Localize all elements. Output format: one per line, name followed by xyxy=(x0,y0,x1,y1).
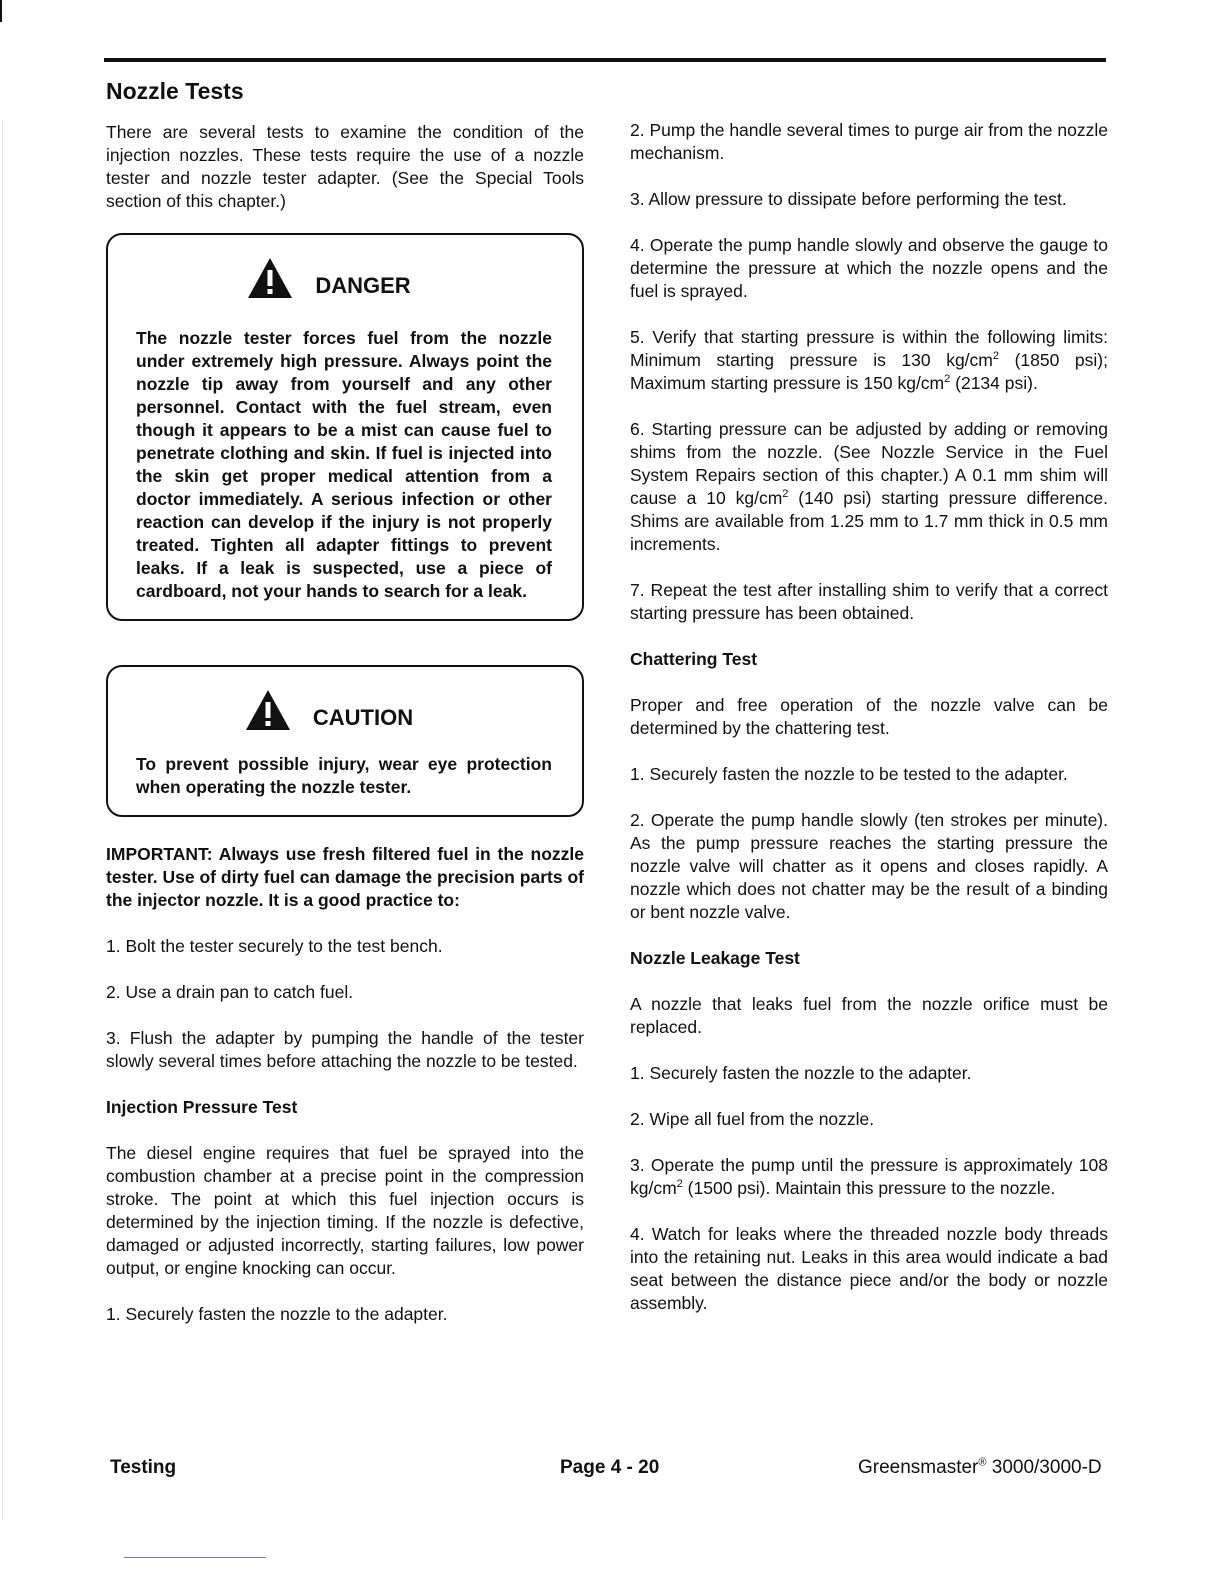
step-text: (140 psi) starting pressure difference. Shims are available from 1.25 mm to 1.7 mm thick in 0.5 mm increments. xyxy=(630,488,1108,554)
header-rule xyxy=(104,58,1106,62)
practice-step: 3. Flush the adapter by pumping the handle of the tester slowly several times before attaching the nozzle to be tested. xyxy=(106,1028,584,1071)
footer-section: Testing xyxy=(110,1457,177,1478)
footer-page-number: Page 4 - 20 xyxy=(560,1457,660,1478)
injection-step: 4. Operate the pump handle slowly and observe the gauge to determine the pressure at which the nozzle opens and the fuel is sprayed. xyxy=(630,235,1108,301)
step-text: (1850 psi); Maximum starting pressure is 150 kg/cm xyxy=(630,350,1108,393)
registered-mark: ® xyxy=(978,1456,987,1469)
practice-step: 2. Use a drain pan to catch fuel. xyxy=(106,982,354,1002)
superscript: 2 xyxy=(676,1178,683,1191)
danger-text: The nozzle tester forces fuel from the nozzle under extremely high pressure. Always point the nozzle tip away from yourself and any other personnel. Contact with the fuel stream, even though it appears to be a mist can cause fuel to penetrate clothing and skin. If fuel is injected into the skin get proper medical attention from a doctor immediately. A serious infection or other reaction can develop if the injury is not properly treated. Tighten all adapter fittings to prevent leaks. If a leak is suspected, use a piece of cardboard, not your hands to search for a leak. xyxy=(136,328,552,601)
step-text: 3. Operate the pump until the pressure is approximately 108 kg/cm xyxy=(630,1155,1108,1198)
superscript: 2 xyxy=(992,350,999,363)
practice-step: 1. Bolt the tester securely to the test bench. xyxy=(106,936,443,956)
leakage-step: 1. Securely fasten the nozzle to the adapter. xyxy=(630,1063,972,1083)
intro-paragraph: There are several tests to examine the condition of the injection nozzles. These tests require the use of a nozzle tester and nozzle tester adapter. (See the Special Tools section of this chapter.) xyxy=(106,122,584,211)
leakage-heading: Nozzle Leakage Test xyxy=(630,948,800,968)
caution-text: To prevent possible injury, wear eye protection when operating the nozzle tester. xyxy=(136,754,552,797)
leakage-step: 4. Watch for leaks where the threaded nozzle body threads into the retaining nut. Leaks in this area would indicate a bad seat between the distance piece and/or the body or nozzle assembly. xyxy=(630,1224,1108,1313)
superscript: 2 xyxy=(944,373,951,386)
leakage-step: 2. Wipe all fuel from the nozzle. xyxy=(630,1109,875,1129)
chattering-step: 1. Securely fasten the nozzle to be tested to the adapter. xyxy=(630,764,1068,784)
warning-triangle-icon xyxy=(247,257,293,299)
chattering-heading: Chattering Test xyxy=(630,649,758,669)
warning-triangle-icon xyxy=(245,689,291,731)
scan-edge-line xyxy=(2,120,3,1520)
chattering-step: 2. Operate the pump handle slowly (ten strokes per minute). As the pump pressure reaches the starting pressure the nozzle valve will chatter as it opens and closes rapidly. A nozzle which does not chatter may be the result of a binding or bent nozzle valve. xyxy=(630,810,1108,922)
chattering-intro: Proper and free operation of the nozzle valve can be determined by the chattering test. xyxy=(630,695,1108,738)
important-note: IMPORTANT: Always use fresh filtered fuel in the nozzle tester. Use of dirty fuel can damage the precision parts of the injector nozzle. It is a good practice to: xyxy=(106,844,584,910)
step-text: (1500 psi). Maintain this pressure to the nozzle. xyxy=(682,1178,1056,1198)
leakage-step xyxy=(630,1154,1108,1200)
right-column xyxy=(630,119,1108,1315)
injection-step: 2. Pump the handle several times to purge air from the nozzle mechanism. xyxy=(630,120,1108,163)
step-text: 5. Verify that starting pressure is within the following limits: Minimum starting pressure is 130 kg/cm xyxy=(630,327,1108,370)
caution-header xyxy=(136,679,552,741)
danger-header xyxy=(136,247,552,309)
bottom-underline xyxy=(124,1557,266,1558)
danger-box xyxy=(106,233,584,621)
left-column xyxy=(106,121,584,1326)
product-model: 3000/3000-D xyxy=(986,1457,1102,1478)
injection-heading: Injection Pressure Test xyxy=(106,1097,298,1117)
injection-step: 3. Allow pressure to dissipate before performing the test. xyxy=(630,189,1067,209)
product-name: Greensmaster xyxy=(858,1457,979,1478)
leakage-intro: A nozzle that leaks fuel from the nozzle orifice must be replaced. xyxy=(630,994,1108,1037)
superscript: 2 xyxy=(782,488,789,501)
step-text: (2134 psi). xyxy=(950,373,1038,393)
step-text: 6. Starting pressure can be adjusted by adding or removing shims from the nozzle. (See Nozzle Service in the Fuel System Repairs section of this chapter.) A 0.1 mm shim will cause a 10 kg/cm xyxy=(630,419,1108,508)
footer-product xyxy=(858,1457,1102,1479)
injection-step xyxy=(630,418,1108,556)
page-title: Nozzle Tests xyxy=(106,78,244,104)
injection-step: 1. Securely fasten the nozzle to the adapter. xyxy=(106,1304,448,1324)
injection-step xyxy=(630,326,1108,395)
scan-edge-mark xyxy=(0,0,2,22)
danger-heading: DANGER xyxy=(315,272,411,298)
caution-heading: CAUTION xyxy=(312,704,414,730)
caution-box xyxy=(106,665,584,817)
injection-step: 7. Repeat the test after installing shim to verify that a correct starting pressure has been obtained. xyxy=(630,580,1108,623)
injection-intro: The diesel engine requires that fuel be sprayed into the combustion chamber at a precise point in the compression stroke. The point at which this fuel injection occurs is determined by the injection timing. If the nozzle is defective, damaged or adjusted incorrectly, starting failures, low power output, or engine knocking can occur. xyxy=(106,1143,584,1278)
